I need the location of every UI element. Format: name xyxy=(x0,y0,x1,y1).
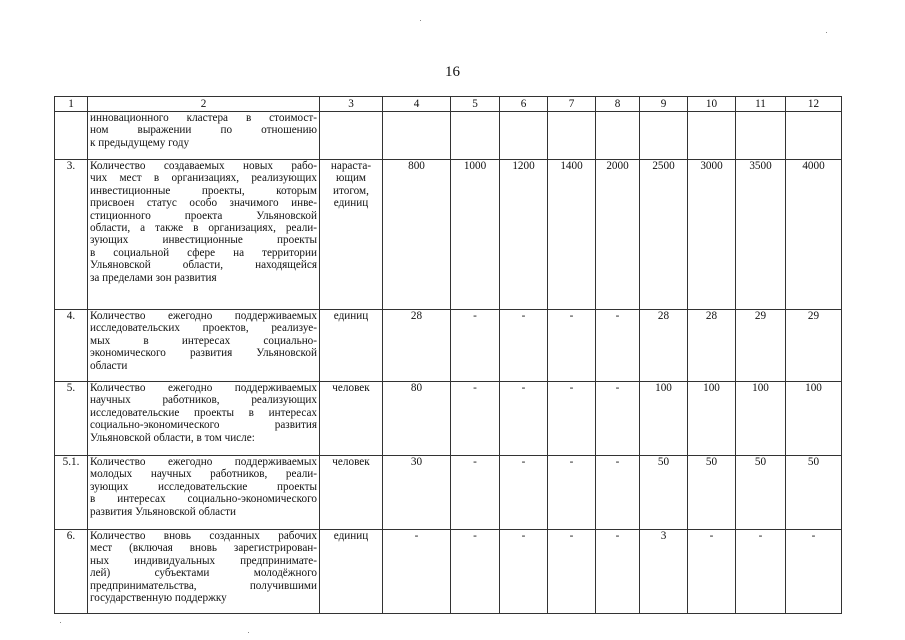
value-cell: 30 xyxy=(383,456,451,530)
value-cell: 50 xyxy=(736,456,786,530)
value-cell: - xyxy=(596,310,640,382)
unit-text: единиц xyxy=(333,530,369,542)
value-cell: - xyxy=(451,310,500,382)
indicator-text-line: Количество ежегодно поддерживаемых xyxy=(90,382,317,394)
indicator-name xyxy=(88,160,320,310)
indicator-text-line: молодых научных работников, реали- xyxy=(90,468,317,481)
table-row xyxy=(55,112,842,160)
value-cell: 2000 xyxy=(596,160,640,310)
value-cell: 4000 xyxy=(786,160,842,310)
indicator-text-line: социально-экономического развития xyxy=(90,419,317,432)
scan-speck xyxy=(420,20,421,21)
value-cell: - xyxy=(548,310,596,382)
value-cell: - xyxy=(548,382,596,456)
value-cell: 3000 xyxy=(688,160,736,310)
value-cell: - xyxy=(451,456,500,530)
unit-text: ющим xyxy=(335,172,367,185)
unit-cell xyxy=(320,456,383,530)
value-cell: - xyxy=(500,530,548,614)
scan-speck xyxy=(60,622,61,623)
header-cell: 12 xyxy=(786,97,842,112)
value-cell xyxy=(451,112,500,160)
indicator-text-line: исследовательских проектов, реализуе- xyxy=(90,322,317,335)
indicator-name xyxy=(88,530,320,614)
value-cell: - xyxy=(596,456,640,530)
header-cell: 6 xyxy=(500,97,548,112)
indicator-text-line: лей) субъектами молодёжного xyxy=(90,567,317,580)
value-cell xyxy=(548,112,596,160)
header-cell: 10 xyxy=(688,97,736,112)
value-cell: 100 xyxy=(786,382,842,456)
indicator-text-line: инновационного кластера в стоимост- xyxy=(90,112,317,124)
value-cell: 100 xyxy=(640,382,688,456)
value-cell: 1200 xyxy=(500,160,548,310)
scan-speck xyxy=(826,32,827,33)
unit-text: человек xyxy=(332,456,370,468)
header-cell: 4 xyxy=(383,97,451,112)
value-cell: - xyxy=(451,382,500,456)
unit-text: единиц xyxy=(333,310,369,322)
table-body xyxy=(55,112,842,614)
row-number: 5. xyxy=(55,382,88,456)
value-cell: 100 xyxy=(736,382,786,456)
value-cell: 28 xyxy=(688,310,736,382)
unit-cell xyxy=(320,310,383,382)
indicator-text-line: инвестиционные проекты, которым xyxy=(90,184,317,197)
scan-speck xyxy=(248,632,249,633)
indicator-name xyxy=(88,112,320,160)
indicator-text-line: чих мест в организациях, реализующих xyxy=(90,172,317,185)
header-row xyxy=(55,97,842,112)
row-number: 5.1. xyxy=(55,456,88,530)
value-cell xyxy=(688,112,736,160)
value-cell: 100 xyxy=(688,382,736,456)
indicator-text-line: присвоен статус особо значимого инве- xyxy=(90,197,317,210)
indicator-text-line: Ульяновской области, в том числе: xyxy=(90,431,255,444)
row-number: 6. xyxy=(55,530,88,614)
indicator-text-line: зующих инвестиционные проекты xyxy=(90,234,317,247)
indicator-text-line: зующих исследовательские проекты xyxy=(90,480,317,493)
indicator-text-line: ном выражении по отношению xyxy=(90,124,317,137)
unit-cell xyxy=(320,382,383,456)
indicator-text-line: ных индивидуальных предпринимате- xyxy=(90,554,317,567)
indicator-text-line: к предыдущему году xyxy=(90,136,190,149)
value-cell xyxy=(786,112,842,160)
unit-text: единиц xyxy=(333,197,369,210)
indicator-text-line: области xyxy=(90,359,128,372)
value-cell: 1400 xyxy=(548,160,596,310)
indicator-text-line: развития Ульяновской области xyxy=(90,505,236,518)
indicator-text-line: научных работников, реализующих xyxy=(90,394,317,407)
value-cell xyxy=(500,112,548,160)
indicator-text-line: Количество ежегодно поддерживаемых xyxy=(90,310,317,322)
indicator-text-line: в интересах социально-экономического xyxy=(90,493,317,506)
indicator-text-line: Количество вновь созданных рабочих xyxy=(90,530,317,542)
indicator-text-line: экономического развития Ульяновской xyxy=(90,347,317,360)
unit-text: итогом, xyxy=(333,184,369,197)
indicator-text-line: области, а также в организациях, реали- xyxy=(90,222,317,235)
indicator-text-line: Ульяновской области, находящейся xyxy=(90,259,317,272)
value-cell: 29 xyxy=(736,310,786,382)
header-cell: 2 xyxy=(88,97,320,112)
indicator-name xyxy=(88,382,320,456)
value-cell: - xyxy=(596,530,640,614)
value-cell: - xyxy=(500,382,548,456)
value-cell: - xyxy=(548,456,596,530)
indicator-text-line: исследовательские проекты в интересах xyxy=(90,406,317,419)
value-cell xyxy=(383,112,451,160)
value-cell: 800 xyxy=(383,160,451,310)
value-cell: 1000 xyxy=(451,160,500,310)
header-cell: 1 xyxy=(55,97,88,112)
value-cell: - xyxy=(736,530,786,614)
value-cell: - xyxy=(688,530,736,614)
indicator-text-line: мест (включая вновь зарегистрирован- xyxy=(90,542,317,555)
table-row xyxy=(55,530,842,614)
row-number: 4. xyxy=(55,310,88,382)
value-cell: 28 xyxy=(640,310,688,382)
value-cell: - xyxy=(786,530,842,614)
header-cell: 11 xyxy=(736,97,786,112)
value-cell: - xyxy=(383,530,451,614)
unit-cell xyxy=(320,160,383,310)
table-row xyxy=(55,382,842,456)
value-cell: 50 xyxy=(688,456,736,530)
value-cell: - xyxy=(548,530,596,614)
indicator-text-line: стиционного проекта Ульяновской xyxy=(90,209,317,222)
indicator-text-line: Количество создаваемых новых рабо- xyxy=(90,160,317,172)
indicator-text-line: предпринимательства, получившими xyxy=(90,579,317,592)
value-cell: 29 xyxy=(786,310,842,382)
unit-text: человек xyxy=(332,382,370,394)
value-cell: 80 xyxy=(383,382,451,456)
row-number: 3. xyxy=(55,160,88,310)
unit-cell xyxy=(320,112,383,160)
row-number xyxy=(55,112,88,160)
value-cell xyxy=(596,112,640,160)
value-cell: 3500 xyxy=(736,160,786,310)
indicator-text-line: в социальной сфере на территории xyxy=(90,246,317,259)
value-cell: 28 xyxy=(383,310,451,382)
value-cell: - xyxy=(451,530,500,614)
value-cell: - xyxy=(500,456,548,530)
header-cell: 8 xyxy=(596,97,640,112)
value-cell: 2500 xyxy=(640,160,688,310)
value-cell xyxy=(736,112,786,160)
value-cell xyxy=(640,112,688,160)
table-row xyxy=(55,160,842,310)
header-cell: 7 xyxy=(548,97,596,112)
indicator-text-line: государственную поддержку xyxy=(90,592,227,605)
value-cell: 50 xyxy=(640,456,688,530)
header-cell: 5 xyxy=(451,97,500,112)
indicator-text-line: за пределами зон развития xyxy=(90,271,217,284)
value-cell: - xyxy=(596,382,640,456)
indicator-text-line: мых в интересах социально- xyxy=(90,334,317,347)
unit-text: нараста- xyxy=(330,160,372,172)
table-row xyxy=(55,310,842,382)
value-cell: - xyxy=(500,310,548,382)
value-cell: 50 xyxy=(786,456,842,530)
indicator-name xyxy=(88,456,320,530)
unit-cell xyxy=(320,530,383,614)
indicator-name xyxy=(88,310,320,382)
value-cell: 3 xyxy=(640,530,688,614)
page-number: 16 xyxy=(445,64,460,80)
header-cell: 3 xyxy=(320,97,383,112)
indicator-text-line: Количество ежегодно поддерживаемых xyxy=(90,456,317,468)
indicators-table xyxy=(54,96,842,614)
header-cell: 9 xyxy=(640,97,688,112)
table-row xyxy=(55,456,842,530)
